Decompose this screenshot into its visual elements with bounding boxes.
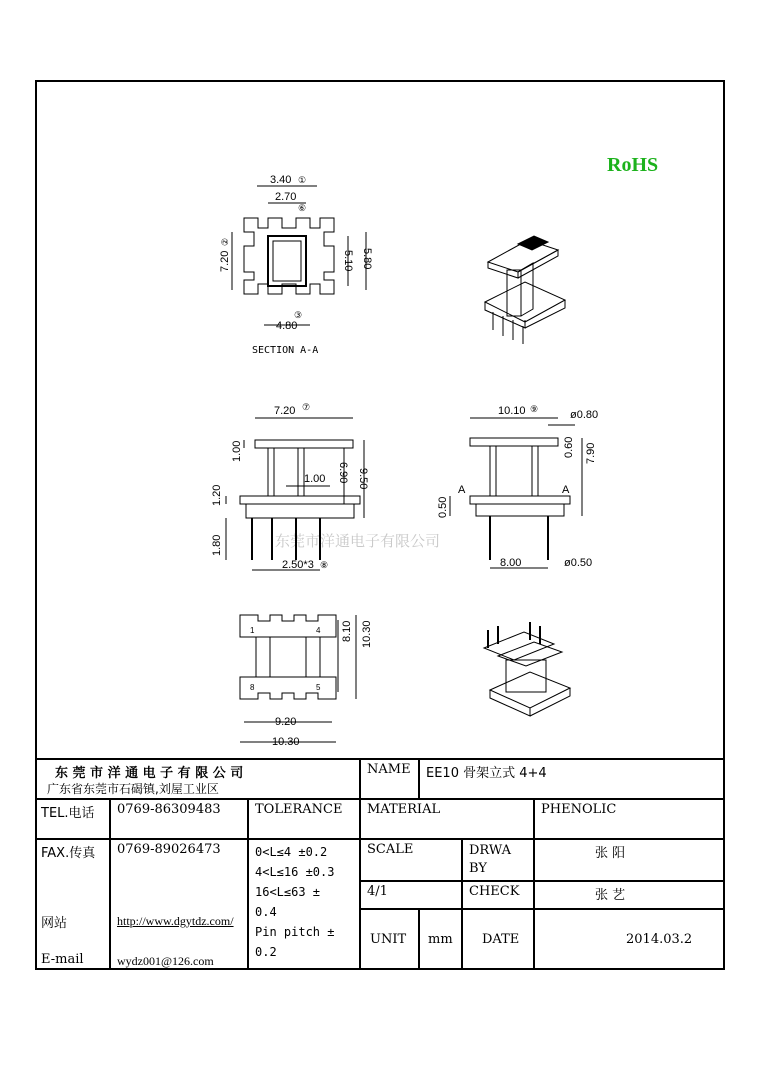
email-label: E-mail bbox=[41, 952, 84, 967]
section-window bbox=[268, 236, 306, 286]
rule bbox=[533, 798, 535, 908]
material-label: MATERIAL bbox=[367, 802, 441, 817]
fax-value: 0769-89026473 bbox=[117, 842, 221, 857]
dim-marker: ③ bbox=[294, 310, 303, 320]
isometric-view-top bbox=[485, 236, 565, 344]
name-label: NAME bbox=[367, 762, 411, 777]
drawn-by-value: 张 阳 bbox=[595, 846, 626, 861]
rule bbox=[533, 908, 535, 970]
rule bbox=[461, 838, 463, 908]
dim-label: 5.10 bbox=[342, 250, 354, 272]
dim-marker: ① bbox=[298, 175, 307, 185]
pin-number: 1 bbox=[250, 626, 255, 635]
check-value: 张 艺 bbox=[595, 888, 626, 903]
rule bbox=[35, 838, 725, 840]
rule bbox=[418, 758, 420, 798]
unit-label: UNIT bbox=[370, 932, 407, 947]
tolerance-line: Pin pitch ± bbox=[255, 925, 335, 939]
dim-marker: ⑦ bbox=[302, 402, 311, 412]
dim-label: 7.90 bbox=[585, 442, 597, 464]
watermark: 东莞市洋通电子有限公司 bbox=[275, 533, 441, 550]
dim-label: 4.80 bbox=[276, 320, 298, 332]
dim-label: 5.80 bbox=[361, 248, 373, 270]
dim-label: 7.20 bbox=[219, 250, 231, 272]
unit-value: mm bbox=[428, 932, 453, 947]
rule bbox=[359, 758, 361, 970]
dim-marker: ⑧ bbox=[320, 560, 329, 570]
isometric-view-bottom bbox=[484, 622, 570, 716]
dim-label: 1.20 bbox=[211, 484, 223, 506]
dim-marker: ② bbox=[220, 237, 230, 246]
tolerance-line: 0.2 bbox=[255, 945, 277, 959]
section-arrow-label: A bbox=[458, 484, 466, 496]
tel-label: TEL.电话 bbox=[41, 806, 95, 821]
tolerance-line: 0.4 bbox=[255, 905, 277, 919]
rule bbox=[418, 908, 420, 970]
email-value: wydz001@126.com bbox=[117, 954, 214, 968]
section-label: SECTION A-A bbox=[252, 345, 319, 356]
pin-number: 5 bbox=[316, 683, 321, 692]
dim-label: 9.50 bbox=[357, 468, 369, 490]
pin-number: 4 bbox=[316, 626, 321, 635]
section-outline bbox=[244, 218, 334, 294]
tolerance-line: 4<L≤16 ±0.3 bbox=[255, 865, 335, 879]
website-link[interactable]: http://www.dgytdz.com/ bbox=[117, 914, 234, 928]
date-label: DATE bbox=[482, 932, 520, 947]
section-view bbox=[219, 174, 373, 356]
date-value: 2014.03.2 bbox=[626, 932, 693, 947]
company-name: 东 莞 市 洋 通 电 子 有 限 公 司 bbox=[55, 766, 244, 781]
dim-label: 1.80 bbox=[211, 534, 223, 556]
rohs-mark: RoHS bbox=[607, 154, 659, 176]
drawn-by-label: DRWA BY bbox=[469, 843, 512, 876]
section-inner bbox=[273, 241, 301, 281]
company-address: 广东省东莞市石碣镇,刘屋工业区 bbox=[47, 782, 219, 796]
website-label: 网站 bbox=[41, 916, 68, 931]
tolerance-label: TOLERANCE bbox=[255, 802, 343, 817]
title-block bbox=[35, 758, 725, 970]
name-value: EE10 骨架立式 4+4 bbox=[426, 766, 547, 781]
dim-label: 10.30 bbox=[361, 620, 373, 648]
pin-number: 8 bbox=[250, 683, 255, 692]
rule bbox=[35, 758, 725, 760]
rule bbox=[35, 798, 725, 800]
fax-label: FAX.传真 bbox=[41, 846, 96, 861]
dim-marker: ⑥ bbox=[298, 203, 307, 213]
dim-label: 8.00 bbox=[500, 557, 522, 569]
tolerance-line: 16<L≤63 ± bbox=[255, 885, 321, 899]
dim-label: ø0.50 bbox=[564, 557, 593, 569]
dim-label: 3.40 bbox=[270, 174, 292, 186]
rule bbox=[109, 798, 111, 970]
dim-label: 2.50*3 bbox=[282, 559, 314, 571]
check-label: CHECK bbox=[469, 884, 520, 899]
dim-label: 0.50 bbox=[437, 496, 449, 518]
material-value: PHENOLIC bbox=[541, 802, 617, 817]
side-view bbox=[437, 404, 598, 569]
tel-value: 0769-86309483 bbox=[117, 802, 221, 817]
scale-value: 4/1 bbox=[367, 884, 388, 899]
section-arrow-label: A bbox=[562, 484, 570, 496]
rule bbox=[461, 908, 463, 970]
dim-label: 9.20 bbox=[275, 716, 297, 728]
scale-label: SCALE bbox=[367, 842, 414, 857]
dim-label: 6.90 bbox=[337, 462, 349, 484]
tolerance-line: 0<L≤4 ±0.2 bbox=[255, 845, 328, 859]
dim-marker: ⑨ bbox=[530, 404, 539, 414]
dim-label: 10.30 bbox=[272, 736, 300, 748]
dim-label: 0.60 bbox=[563, 436, 575, 458]
dim-label: 10.10 bbox=[498, 405, 526, 417]
dim-label: 1.00 bbox=[231, 440, 243, 462]
dim-label: 1.00 bbox=[304, 473, 326, 485]
dim-label: 2.70 bbox=[275, 191, 297, 203]
dim-label: 8.10 bbox=[341, 620, 353, 642]
tolerance-list bbox=[255, 842, 334, 962]
bottom-view bbox=[240, 615, 373, 748]
dim-label: ø0.80 bbox=[570, 409, 599, 421]
rule bbox=[360, 880, 725, 882]
dim-label: 7.20 bbox=[274, 405, 296, 417]
rule bbox=[247, 798, 249, 970]
rule bbox=[360, 908, 725, 910]
